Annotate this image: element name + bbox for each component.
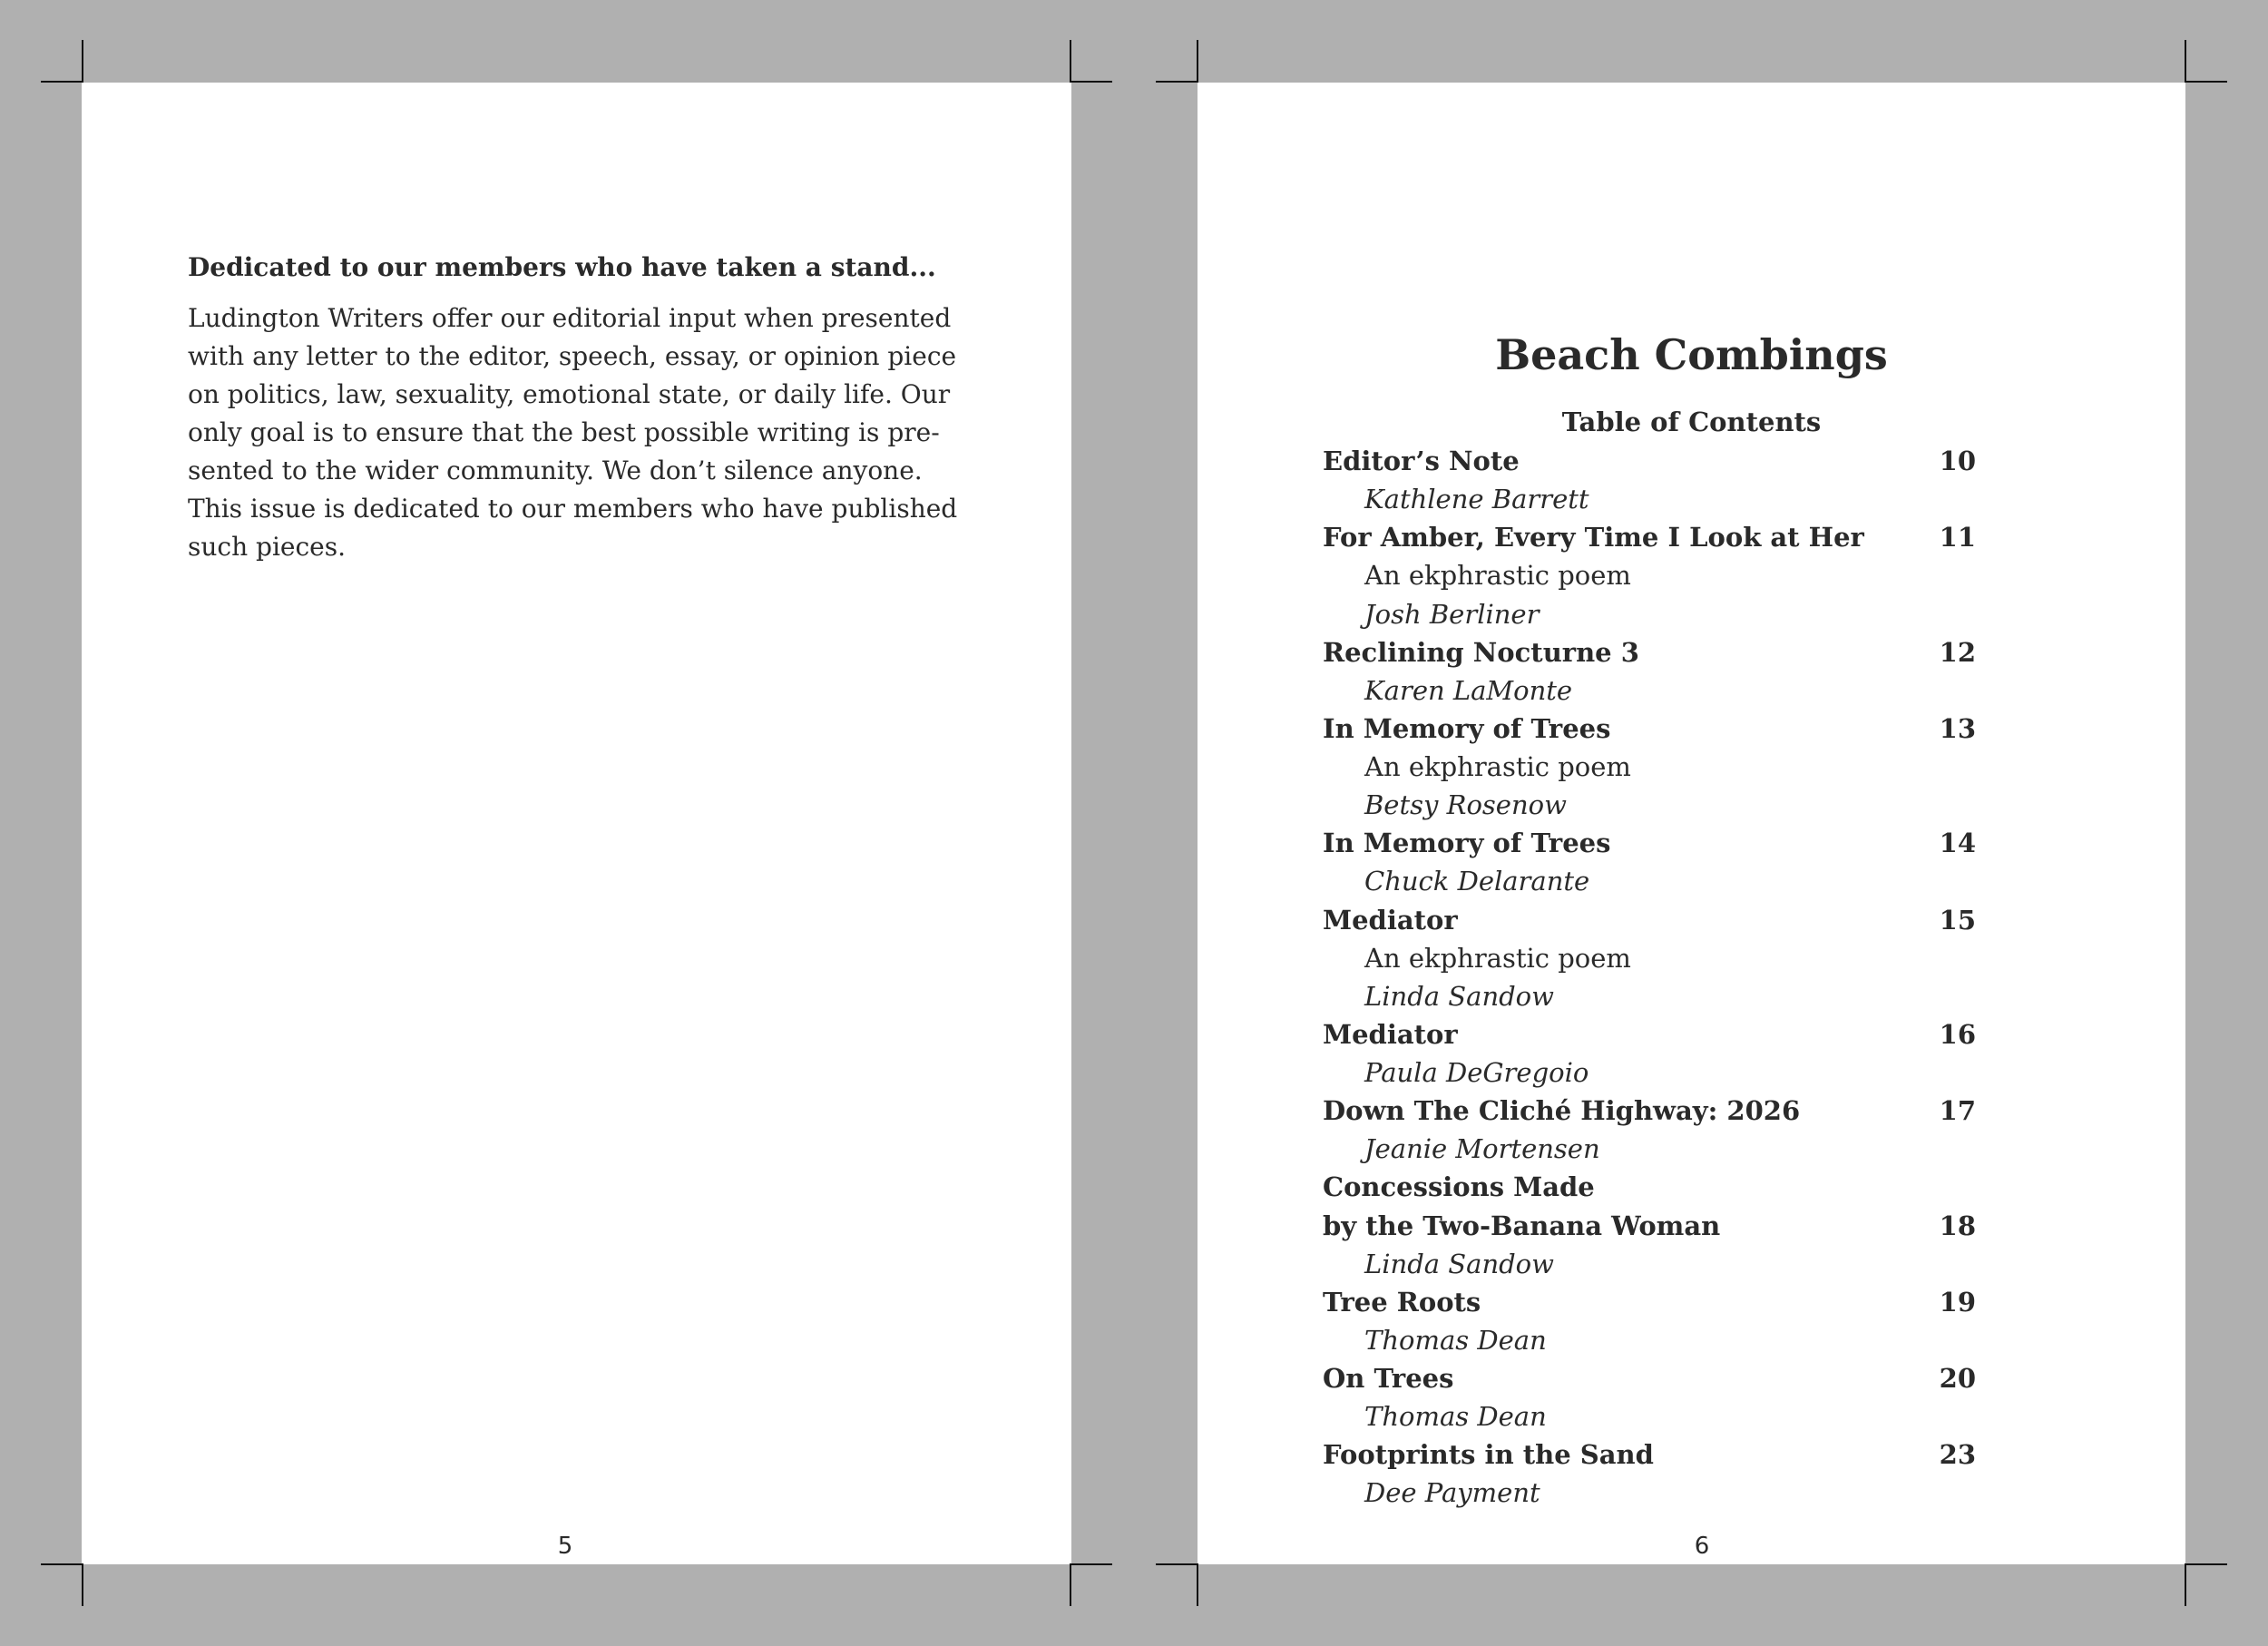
toc-page-number: 14 [1939,828,1976,859]
toc-title-text: For Amber, Every Time I Look at Her [1323,522,1864,554]
toc-author-text: Linda Sandow [1364,980,1554,1012]
dedication-section [188,249,959,566]
toc-page-number: 20 [1939,1363,1976,1394]
toc-title [1323,442,1976,480]
crop-mark [1070,81,1112,83]
crop-mark [82,40,83,83]
toc-page-number: 11 [1939,522,1976,554]
toc-author-text: Kathlene Barrett [1364,484,1589,515]
toc-author [1323,1130,1976,1168]
crop-mark [2185,1563,2227,1565]
crop-mark [1070,1563,1071,1606]
dedication-line: such pieces. [188,532,346,562]
crop-mark [41,81,83,83]
toc-author-text: Dee Payment [1364,1477,1540,1509]
toc-subtitle [1323,939,1976,977]
page-number-right: 6 [1694,1533,1710,1560]
toc-title [1323,1015,1976,1053]
journal-title: Beach Combings [1495,330,1888,379]
toc-title-text: Reclining Nocturne 3 [1323,636,1639,668]
toc-author-text: Linda Sandow [1364,1248,1554,1279]
dedication-title: Dedicated to our members who have taken a stand... [188,252,936,282]
toc-author [1323,595,1976,633]
toc-title [1323,1359,1976,1397]
toc-title-text: Editor’s Note [1323,446,1520,476]
toc-subtitle-text: An ekphrastic poem [1364,942,1631,974]
toc-author [1323,862,1976,900]
dedication-body [188,299,959,566]
toc-author [1323,480,1976,518]
toc-heading: Table of Contents [1561,407,1822,437]
toc-subtitle [1323,556,1976,594]
toc-title [1323,1283,1976,1321]
toc-title-text: by the Two-Banana Woman [1323,1210,1721,1241]
crop-mark [1197,40,1198,83]
toc-author-text: Thomas Dean [1364,1401,1547,1433]
crop-mark [1156,81,1198,83]
toc-title-text: On Trees [1323,1363,1454,1394]
toc-author [1323,786,1976,824]
toc-page-number: 15 [1939,904,1976,936]
toc-subtitle-text: An ekphrastic poem [1364,751,1631,782]
toc-title [1323,1435,1976,1474]
dedication-line: Ludington Writers offer our editorial input when presented [188,303,952,333]
dedication-line: with any letter to the editor, speech, essay, or opinion piece [188,341,957,371]
dedication-line: only goal is to ensure that the best possible writing is pre- [188,417,940,447]
toc-subtitle [1323,748,1976,786]
toc-title [1323,1168,1976,1206]
toc-page-number: 18 [1939,1210,1976,1241]
toc-author-text: Thomas Dean [1364,1324,1547,1356]
toc-author [1323,671,1976,710]
crop-mark [2185,81,2227,83]
toc-author-text: Jeanie Mortensen [1364,1133,1600,1165]
toc-author [1323,1053,1976,1092]
toc-author-text: Betsy Rosenow [1364,789,1567,821]
toc-title [1323,710,1976,748]
toc-subtitle-text: An ekphrastic poem [1364,560,1631,592]
crop-mark [2185,1563,2186,1606]
toc-author-text: Karen LaMonte [1364,674,1573,706]
toc-title [1323,1207,1976,1245]
dedication-line: sented to the wider community. We don’t silence anyone. [188,456,923,485]
toc-page-number: 13 [1939,712,1976,744]
crop-mark [1156,1563,1198,1565]
page-number-left: 5 [557,1533,573,1560]
crop-mark [1070,1563,1112,1565]
right-page [1198,83,2185,1564]
toc-title-text: Tree Roots [1323,1286,1481,1318]
toc-author [1323,1397,1976,1435]
toc-page-number: 19 [1939,1286,1976,1318]
crop-mark [1070,40,1071,83]
toc-title [1323,518,1976,556]
toc-title-text: In Memory of Trees [1323,828,1611,859]
toc-author [1323,977,1976,1015]
toc-author [1323,1321,1976,1359]
crop-mark [1197,1563,1198,1606]
toc-title-text: Mediator [1323,1018,1458,1050]
toc-author [1323,1474,1976,1512]
dedication-line: This issue is dedicated to our members who have published [188,494,958,524]
crop-mark [82,1563,83,1606]
crop-mark [41,1563,83,1565]
toc-title-text: Mediator [1323,904,1458,936]
toc-page-number: 12 [1939,636,1976,668]
toc-author-text: Paula DeGregoio [1364,1057,1589,1088]
table-of-contents [1323,442,1976,1513]
toc-title [1323,1092,1976,1130]
toc-title [1323,901,1976,939]
toc-page-number: 10 [1939,446,1976,476]
left-page [82,83,1071,1564]
toc-title-text: Down The Cliché Highway: 2026 [1323,1095,1801,1127]
toc-author-text: Josh Berliner [1364,598,1540,630]
toc-page-number: 17 [1939,1095,1976,1127]
toc-title [1323,824,1976,862]
toc-page-number: 23 [1939,1439,1976,1471]
toc-title-text: Footprints in the Sand [1323,1439,1654,1471]
toc-title-text: In Memory of Trees [1323,712,1611,744]
toc-title-text: Concessions Made [1323,1171,1595,1203]
toc-page-number: 16 [1939,1018,1976,1050]
toc-author-text: Chuck Delarante [1364,866,1590,897]
crop-mark [2185,40,2186,83]
toc-title [1323,633,1976,671]
dedication-line: on politics, law, sexuality, emotional state, or daily life. Our [188,379,951,409]
toc-author [1323,1245,1976,1283]
